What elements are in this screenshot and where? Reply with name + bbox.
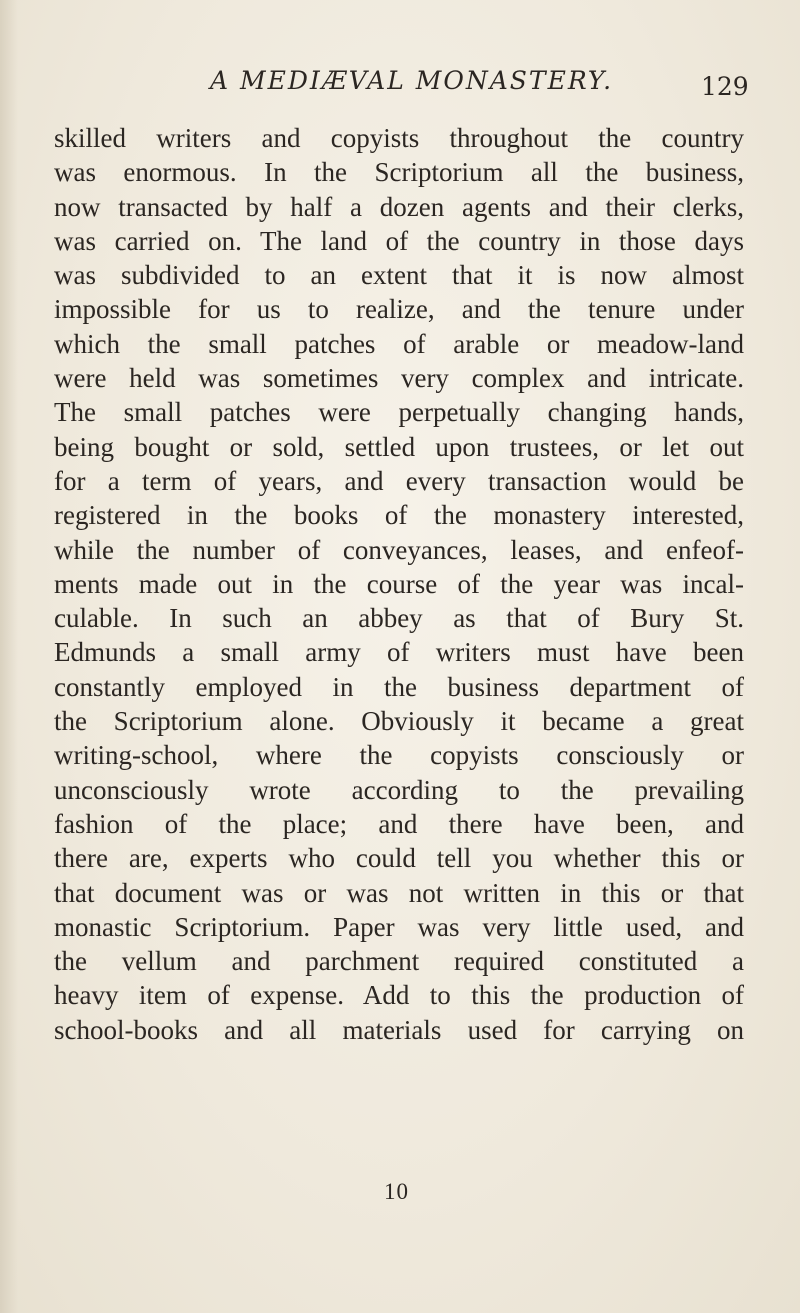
- text-line: Edmunds a small army of writers must have been: [54, 637, 744, 668]
- text-line: unconsciously wrote according to the prevailing: [54, 774, 744, 805]
- text-line: were held was sometimes very complex and intricate.: [54, 363, 744, 394]
- text-line: the Scriptorium alone. Obviously it became a great: [54, 706, 744, 737]
- text-line: monastic Scriptorium. Paper was very little used, and: [54, 911, 744, 942]
- text-line: was carried on. The land of the country in those days: [54, 225, 744, 256]
- text-line: skilled writers and copyists throughout the country: [54, 123, 744, 153]
- text-line: impossible for us to realize, and the tenure under: [54, 294, 744, 325]
- text-line: which the small patches of arable or meadow-land: [54, 328, 744, 359]
- text-line: was enormous. In the Scriptorium all the business,: [54, 157, 744, 188]
- text-line: registered in the books of the monastery interested,: [54, 500, 744, 531]
- text-line: heavy item of expense. Add to this the production of: [54, 980, 744, 1011]
- text-line: culable. In such an abbey as that of Bury St.: [54, 603, 744, 634]
- text-line: school-books and all materials used for carrying on: [54, 1014, 744, 1045]
- body-text: [54, 121, 744, 1047]
- text-line: constantly employed in the business department of: [54, 671, 744, 702]
- running-title: A MEDIÆVAL MONASTERY.: [210, 66, 614, 95]
- text-line: was subdivided to an extent that it is now almost: [54, 260, 744, 291]
- signature-mark: 10: [384, 1179, 409, 1204]
- text-line: that document was or was not written in this or that: [54, 877, 744, 908]
- text-line: now transacted by half a dozen agents and their clerks,: [54, 191, 744, 222]
- page-number: 129: [701, 72, 749, 101]
- text-line: ments made out in the course of the year was incal-: [54, 568, 744, 599]
- text-line: the vellum and parchment required constituted a: [54, 946, 744, 977]
- text-line: The small patches were perpetually changing hands,: [54, 397, 744, 428]
- text-line: writing-school, where the copyists consciously or: [54, 740, 744, 771]
- text-line: being bought or sold, settled upon trustees, or let out: [54, 431, 744, 462]
- text-line: for a term of years, and every transaction would be: [54, 465, 744, 496]
- page-edge-shadow: [0, 0, 18, 1313]
- text-line: there are, experts who could tell you whether this or: [54, 843, 744, 874]
- text-line: while the number of conveyances, leases, and enfeof-: [54, 534, 744, 565]
- text-line: fashion of the place; and there have been, and: [54, 808, 744, 839]
- running-head: [0, 66, 800, 106]
